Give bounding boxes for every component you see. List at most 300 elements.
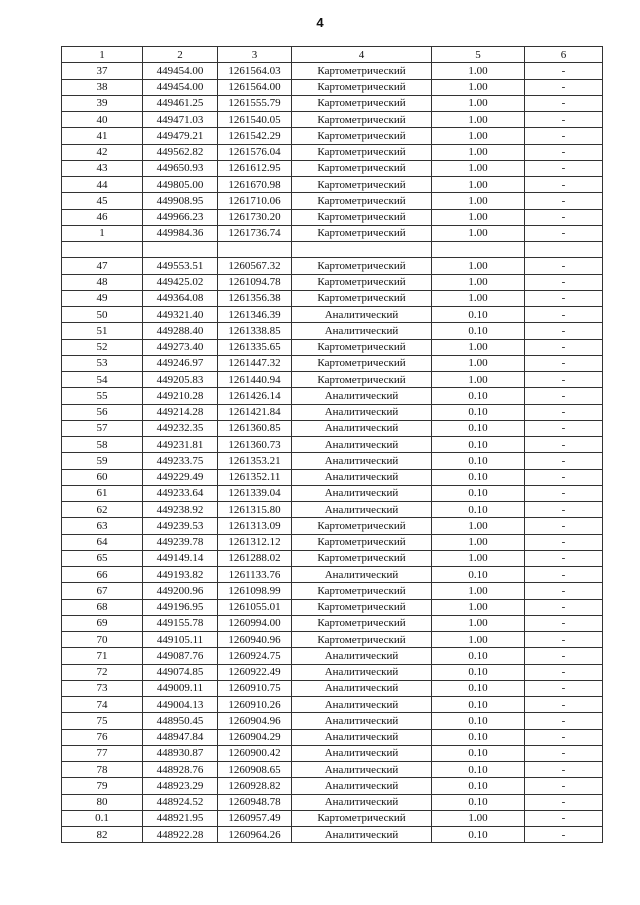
x-coordinate-cell: 449454.00 (143, 79, 218, 95)
method-cell: Аналитический (292, 404, 432, 420)
y-coordinate-cell: 1261098.99 (218, 583, 292, 599)
note-cell: - (525, 778, 603, 794)
x-coordinate-cell: 449214.28 (143, 404, 218, 420)
table-row (62, 583, 603, 599)
y-coordinate-cell: 1260904.96 (218, 713, 292, 729)
column-header-6: 6 (525, 47, 603, 63)
method-cell: Аналитический (292, 502, 432, 518)
method-cell: Аналитический (292, 469, 432, 485)
point-number-cell: 39 (62, 95, 143, 111)
point-number-cell: 45 (62, 193, 143, 209)
y-coordinate-cell: 1261055.01 (218, 599, 292, 615)
note-cell: - (525, 632, 603, 648)
accuracy-cell: 1.00 (432, 274, 525, 290)
point-number-cell: 37 (62, 63, 143, 79)
y-coordinate-cell: 1261356.38 (218, 290, 292, 306)
x-coordinate-cell: 449229.49 (143, 469, 218, 485)
method-cell: Аналитический (292, 762, 432, 778)
method-cell: Картометрический (292, 177, 432, 193)
method-cell: Картометрический (292, 95, 432, 111)
point-number-cell: 74 (62, 697, 143, 713)
x-coordinate-cell: 449471.03 (143, 112, 218, 128)
table-row (62, 729, 603, 745)
note-cell: - (525, 79, 603, 95)
point-number-cell: 38 (62, 79, 143, 95)
method-cell: Аналитический (292, 453, 432, 469)
y-coordinate-cell: 1261710.06 (218, 193, 292, 209)
note-cell: - (525, 258, 603, 274)
x-coordinate-cell: 449239.53 (143, 518, 218, 534)
table-row (62, 209, 603, 225)
column-header-4: 4 (292, 47, 432, 63)
column-header-5: 5 (432, 47, 525, 63)
x-coordinate-cell: 449246.97 (143, 355, 218, 371)
point-number-cell: 63 (62, 518, 143, 534)
note-cell: - (525, 502, 603, 518)
note-cell: - (525, 827, 603, 843)
table-row (62, 794, 603, 810)
x-coordinate-cell: 449193.82 (143, 567, 218, 583)
column-header-1: 1 (62, 47, 143, 63)
x-coordinate-cell: 449650.93 (143, 160, 218, 176)
point-number-cell: 43 (62, 160, 143, 176)
x-coordinate-cell: 448924.52 (143, 794, 218, 810)
point-number-cell: 46 (62, 209, 143, 225)
y-coordinate-cell: 1260910.75 (218, 680, 292, 696)
accuracy-cell: 0.10 (432, 404, 525, 420)
table-row (62, 469, 603, 485)
method-cell: Аналитический (292, 437, 432, 453)
y-coordinate-cell: 1261346.39 (218, 307, 292, 323)
accuracy-cell: 1.00 (432, 128, 525, 144)
method-cell: Аналитический (292, 713, 432, 729)
method-cell: Аналитический (292, 485, 432, 501)
point-number-cell: 47 (62, 258, 143, 274)
table-row (62, 95, 603, 111)
method-cell: Картометрический (292, 160, 432, 176)
note-cell: - (525, 404, 603, 420)
accuracy-cell: 1.00 (432, 177, 525, 193)
note-cell: - (525, 307, 603, 323)
point-number-cell: 68 (62, 599, 143, 615)
x-coordinate-cell: 448921.95 (143, 810, 218, 826)
note-cell: - (525, 729, 603, 745)
x-coordinate-cell: 449562.82 (143, 144, 218, 160)
table-row (62, 420, 603, 436)
table-row (62, 550, 603, 566)
method-cell: Картометрический (292, 209, 432, 225)
table-row (62, 388, 603, 404)
table-row (62, 599, 603, 615)
y-coordinate-cell: 1260924.75 (218, 648, 292, 664)
table-row (62, 648, 603, 664)
x-coordinate-cell: 449238.92 (143, 502, 218, 518)
method-cell: Аналитический (292, 745, 432, 761)
accuracy-cell: 0.10 (432, 680, 525, 696)
x-coordinate-cell: 449364.08 (143, 290, 218, 306)
x-coordinate-cell: 449454.00 (143, 63, 218, 79)
accuracy-cell: 1.00 (432, 615, 525, 631)
x-coordinate-cell: 449009.11 (143, 680, 218, 696)
method-cell: Аналитический (292, 648, 432, 664)
x-coordinate-cell: 449233.75 (143, 453, 218, 469)
table-row (62, 258, 603, 274)
y-coordinate-cell: 1260922.49 (218, 664, 292, 680)
x-coordinate-cell: 449321.40 (143, 307, 218, 323)
point-number-cell: 71 (62, 648, 143, 664)
method-cell: Аналитический (292, 778, 432, 794)
accuracy-cell: 1.00 (432, 583, 525, 599)
method-cell: Картометрический (292, 290, 432, 306)
point-number-cell: 1 (62, 225, 143, 241)
note-cell: - (525, 713, 603, 729)
note-cell: - (525, 518, 603, 534)
point-number-cell: 53 (62, 355, 143, 371)
method-cell: Картометрический (292, 599, 432, 615)
y-coordinate-cell: 1260567.32 (218, 258, 292, 274)
note-cell: - (525, 485, 603, 501)
note-cell: - (525, 615, 603, 631)
table-row (62, 128, 603, 144)
table-row (62, 778, 603, 794)
x-coordinate-cell: 449273.40 (143, 339, 218, 355)
coordinates-table (61, 46, 603, 843)
method-cell: Картометрический (292, 128, 432, 144)
y-coordinate-cell: 1261313.09 (218, 518, 292, 534)
point-number-cell: 60 (62, 469, 143, 485)
y-coordinate-cell: 1260940.96 (218, 632, 292, 648)
method-cell: Картометрический (292, 112, 432, 128)
point-number-cell: 78 (62, 762, 143, 778)
note-cell: - (525, 453, 603, 469)
point-number-cell: 61 (62, 485, 143, 501)
accuracy-cell: 0.10 (432, 778, 525, 794)
table-row (62, 355, 603, 371)
method-cell: Аналитический (292, 827, 432, 843)
accuracy-cell: 0.10 (432, 323, 525, 339)
point-number-cell: 82 (62, 827, 143, 843)
x-coordinate-cell: 449425.02 (143, 274, 218, 290)
y-coordinate-cell: 1260910.26 (218, 697, 292, 713)
method-cell: Картометрический (292, 518, 432, 534)
x-coordinate-cell: 449087.76 (143, 648, 218, 664)
point-number-cell: 49 (62, 290, 143, 306)
note-cell: - (525, 469, 603, 485)
table-row (62, 404, 603, 420)
method-cell: Аналитический (292, 794, 432, 810)
y-coordinate-cell: 1260964.26 (218, 827, 292, 843)
table-row (62, 680, 603, 696)
accuracy-cell: 1.00 (432, 112, 525, 128)
x-coordinate-cell: 449200.96 (143, 583, 218, 599)
y-coordinate-cell: 1260928.82 (218, 778, 292, 794)
method-cell: Картометрический (292, 225, 432, 241)
method-cell: Картометрический (292, 372, 432, 388)
accuracy-cell: 1.00 (432, 258, 525, 274)
accuracy-cell: 0.10 (432, 713, 525, 729)
y-coordinate-cell: 1261730.20 (218, 209, 292, 225)
y-coordinate-cell: 1260900.42 (218, 745, 292, 761)
accuracy-cell: 1.00 (432, 599, 525, 615)
note-cell: - (525, 388, 603, 404)
accuracy-cell: 0.10 (432, 729, 525, 745)
accuracy-cell: 1.00 (432, 534, 525, 550)
note-cell: - (525, 63, 603, 79)
method-cell: Картометрический (292, 79, 432, 95)
note-cell: - (525, 177, 603, 193)
y-coordinate-cell: 1261315.80 (218, 502, 292, 518)
note-cell: - (525, 323, 603, 339)
x-coordinate-cell: 449461.25 (143, 95, 218, 111)
point-number-cell: 72 (62, 664, 143, 680)
y-coordinate-cell: 1261576.04 (218, 144, 292, 160)
y-coordinate-cell: 1260904.29 (218, 729, 292, 745)
table-row (62, 160, 603, 176)
point-number-cell: 54 (62, 372, 143, 388)
table-row (62, 632, 603, 648)
column-header-2: 2 (143, 47, 218, 63)
note-cell (525, 242, 603, 258)
table-row (62, 745, 603, 761)
point-number-cell: 67 (62, 583, 143, 599)
x-coordinate-cell: 448950.45 (143, 713, 218, 729)
method-cell: Аналитический (292, 323, 432, 339)
x-coordinate-cell: 449155.78 (143, 615, 218, 631)
x-coordinate-cell: 449149.14 (143, 550, 218, 566)
y-coordinate-cell: 1261312.12 (218, 534, 292, 550)
y-coordinate-cell: 1261360.85 (218, 420, 292, 436)
accuracy-cell: 1.00 (432, 144, 525, 160)
y-coordinate-cell: 1261353.21 (218, 453, 292, 469)
table-row (62, 534, 603, 550)
table-row (62, 177, 603, 193)
point-number-cell: 64 (62, 534, 143, 550)
table-row (62, 615, 603, 631)
table-row (62, 307, 603, 323)
method-cell: Картометрический (292, 339, 432, 355)
x-coordinate-cell: 449233.64 (143, 485, 218, 501)
note-cell: - (525, 550, 603, 566)
point-number-cell: 58 (62, 437, 143, 453)
x-coordinate-cell: 449479.21 (143, 128, 218, 144)
table-row (62, 323, 603, 339)
point-number-cell: 52 (62, 339, 143, 355)
point-number-cell: 40 (62, 112, 143, 128)
note-cell: - (525, 144, 603, 160)
x-coordinate-cell: 449074.85 (143, 664, 218, 680)
x-coordinate-cell: 449239.78 (143, 534, 218, 550)
method-cell: Картометрический (292, 258, 432, 274)
y-coordinate-cell: 1260957.49 (218, 810, 292, 826)
y-coordinate-cell: 1261564.03 (218, 63, 292, 79)
y-coordinate-cell: 1261555.79 (218, 95, 292, 111)
y-coordinate-cell: 1261564.00 (218, 79, 292, 95)
method-cell: Картометрический (292, 810, 432, 826)
point-number-cell: 73 (62, 680, 143, 696)
method-cell: Картометрический (292, 144, 432, 160)
x-coordinate-cell: 449553.51 (143, 258, 218, 274)
accuracy-cell: 1.00 (432, 550, 525, 566)
accuracy-cell: 1.00 (432, 79, 525, 95)
accuracy-cell: 0.10 (432, 567, 525, 583)
table-row (62, 762, 603, 778)
y-coordinate-cell: 1261288.02 (218, 550, 292, 566)
point-number-cell: 50 (62, 307, 143, 323)
method-cell: Картометрический (292, 583, 432, 599)
table-header (62, 47, 603, 63)
accuracy-cell: 1.00 (432, 193, 525, 209)
x-coordinate-cell: 448928.76 (143, 762, 218, 778)
accuracy-cell: 0.10 (432, 664, 525, 680)
point-number-cell: 44 (62, 177, 143, 193)
x-coordinate-cell: 449196.95 (143, 599, 218, 615)
method-cell: Аналитический (292, 664, 432, 680)
note-cell: - (525, 355, 603, 371)
y-coordinate-cell: 1261447.32 (218, 355, 292, 371)
note-cell: - (525, 437, 603, 453)
point-number-cell: 57 (62, 420, 143, 436)
table-row (62, 502, 603, 518)
x-coordinate-cell: 449908.95 (143, 193, 218, 209)
method-cell (292, 242, 432, 258)
point-number-cell: 42 (62, 144, 143, 160)
y-coordinate-cell (218, 242, 292, 258)
note-cell: - (525, 160, 603, 176)
note-cell: - (525, 680, 603, 696)
y-coordinate-cell: 1260994.00 (218, 615, 292, 631)
point-number-cell: 0.1 (62, 810, 143, 826)
point-number-cell: 55 (62, 388, 143, 404)
table-row (62, 453, 603, 469)
y-coordinate-cell: 1261360.73 (218, 437, 292, 453)
point-number-cell: 65 (62, 550, 143, 566)
x-coordinate-cell: 448930.87 (143, 745, 218, 761)
y-coordinate-cell: 1261094.78 (218, 274, 292, 290)
x-coordinate-cell: 449205.83 (143, 372, 218, 388)
note-cell: - (525, 420, 603, 436)
column-header-3: 3 (218, 47, 292, 63)
table-row (62, 112, 603, 128)
point-number-cell: 69 (62, 615, 143, 631)
point-number-cell: 56 (62, 404, 143, 420)
y-coordinate-cell: 1261421.84 (218, 404, 292, 420)
note-cell: - (525, 274, 603, 290)
point-number-cell: 76 (62, 729, 143, 745)
table-row (62, 567, 603, 583)
x-coordinate-cell: 449004.13 (143, 697, 218, 713)
y-coordinate-cell: 1261352.11 (218, 469, 292, 485)
method-cell: Картометрический (292, 632, 432, 648)
accuracy-cell: 1.00 (432, 95, 525, 111)
note-cell: - (525, 339, 603, 355)
accuracy-cell: 0.10 (432, 453, 525, 469)
method-cell: Аналитический (292, 567, 432, 583)
y-coordinate-cell: 1261338.85 (218, 323, 292, 339)
point-number-cell: 77 (62, 745, 143, 761)
point-number-cell: 66 (62, 567, 143, 583)
accuracy-cell: 0.10 (432, 307, 525, 323)
table-row (62, 79, 603, 95)
x-coordinate-cell: 449966.23 (143, 209, 218, 225)
accuracy-cell: 1.00 (432, 290, 525, 306)
accuracy-cell: 1.00 (432, 518, 525, 534)
method-cell: Картометрический (292, 534, 432, 550)
note-cell: - (525, 599, 603, 615)
y-coordinate-cell: 1261612.95 (218, 160, 292, 176)
accuracy-cell: 1.00 (432, 209, 525, 225)
accuracy-cell (432, 242, 525, 258)
table-body (62, 63, 603, 843)
table-row (62, 290, 603, 306)
table-row (62, 144, 603, 160)
table-row (62, 697, 603, 713)
accuracy-cell: 1.00 (432, 225, 525, 241)
accuracy-cell: 1.00 (432, 160, 525, 176)
method-cell: Картометрический (292, 63, 432, 79)
page-number: 4 (316, 15, 324, 30)
table-row (62, 339, 603, 355)
y-coordinate-cell: 1261542.29 (218, 128, 292, 144)
accuracy-cell: 0.10 (432, 485, 525, 501)
accuracy-cell: 0.10 (432, 762, 525, 778)
note-cell: - (525, 794, 603, 810)
table-row (62, 518, 603, 534)
note-cell: - (525, 95, 603, 111)
y-coordinate-cell: 1261335.65 (218, 339, 292, 355)
table-row (62, 372, 603, 388)
note-cell: - (525, 372, 603, 388)
x-coordinate-cell: 449805.00 (143, 177, 218, 193)
note-cell: - (525, 567, 603, 583)
table-row (62, 274, 603, 290)
note-cell: - (525, 648, 603, 664)
point-number-cell (62, 242, 143, 258)
note-cell: - (525, 583, 603, 599)
table-row (62, 664, 603, 680)
accuracy-cell: 0.10 (432, 827, 525, 843)
method-cell: Аналитический (292, 680, 432, 696)
point-number-cell: 70 (62, 632, 143, 648)
accuracy-cell: 0.10 (432, 388, 525, 404)
accuracy-cell: 0.10 (432, 745, 525, 761)
note-cell: - (525, 193, 603, 209)
method-cell: Аналитический (292, 388, 432, 404)
x-coordinate-cell: 449984.36 (143, 225, 218, 241)
x-coordinate-cell: 449231.81 (143, 437, 218, 453)
y-coordinate-cell: 1261426.14 (218, 388, 292, 404)
note-cell: - (525, 810, 603, 826)
accuracy-cell: 0.10 (432, 697, 525, 713)
note-cell: - (525, 290, 603, 306)
x-coordinate-cell: 449105.11 (143, 632, 218, 648)
y-coordinate-cell: 1261736.74 (218, 225, 292, 241)
accuracy-cell: 0.10 (432, 437, 525, 453)
y-coordinate-cell: 1261670.98 (218, 177, 292, 193)
method-cell: Картометрический (292, 615, 432, 631)
accuracy-cell: 0.10 (432, 794, 525, 810)
accuracy-cell: 1.00 (432, 810, 525, 826)
table-row (62, 242, 603, 258)
note-cell: - (525, 762, 603, 778)
x-coordinate-cell: 448922.28 (143, 827, 218, 843)
y-coordinate-cell: 1261540.05 (218, 112, 292, 128)
x-coordinate-cell: 448923.29 (143, 778, 218, 794)
method-cell: Картометрический (292, 550, 432, 566)
table-row (62, 485, 603, 501)
x-coordinate-cell (143, 242, 218, 258)
y-coordinate-cell: 1261440.94 (218, 372, 292, 388)
table-row (62, 63, 603, 79)
